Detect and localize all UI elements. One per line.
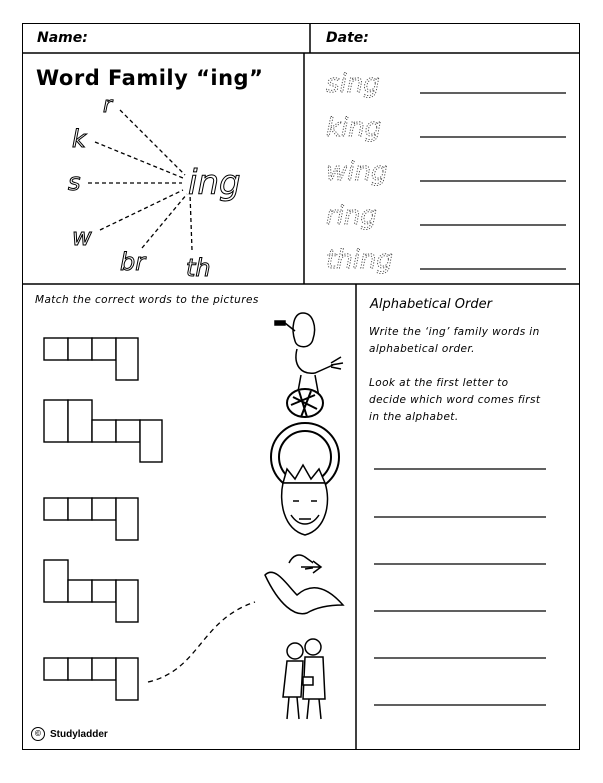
onset-w: w: [72, 223, 92, 251]
trace-word-king: king: [326, 113, 382, 143]
box-shape-1: [44, 338, 138, 380]
singer-picture: [275, 313, 343, 397]
onset-r: r: [103, 93, 113, 118]
matching-instruction: Match the correct words to the pictures: [35, 294, 259, 306]
onset-s: s: [68, 168, 81, 196]
box-shape-3: [44, 498, 138, 540]
trace-word-wing: wing: [326, 157, 388, 187]
box-shape-5: [44, 658, 138, 700]
name-label: Name:: [37, 30, 88, 46]
wedding-couple-picture: [283, 639, 325, 719]
alphabetical-title: Alphabetical Order: [370, 297, 492, 312]
copyright-icon: ©: [31, 727, 45, 741]
matching-pictures: [255, 305, 355, 725]
word-family-diagram: [60, 90, 260, 280]
brand-name: Studyladder: [50, 728, 108, 740]
trace-word-thing: thing: [326, 245, 393, 275]
tracing-section: [318, 62, 576, 282]
matching-dashed-line: [148, 602, 255, 682]
word-family-title: Word Family “ing”: [36, 66, 264, 90]
trace-word-sing: sing: [326, 69, 380, 99]
date-label: Date:: [326, 30, 369, 46]
trace-word-ring: ring: [326, 201, 377, 231]
alphabetical-instruction-1: Write the ‘ing’ family words in alphabetical order.: [369, 326, 540, 355]
king-picture: [282, 465, 328, 535]
onset-k: k: [72, 125, 86, 153]
box-shape-2: [44, 400, 162, 462]
alphabetical-instruction-2: Look at the first letter to decide which word comes first in the alphabet.: [369, 377, 541, 423]
alphabetical-write-lines: [370, 460, 550, 710]
onset-th: th: [186, 254, 211, 280]
ending-ing: ing: [188, 163, 241, 203]
box-shape-4: [44, 560, 138, 622]
footer: [31, 727, 108, 741]
onset-br: br: [120, 248, 146, 276]
bird-wing-picture: [265, 555, 343, 614]
